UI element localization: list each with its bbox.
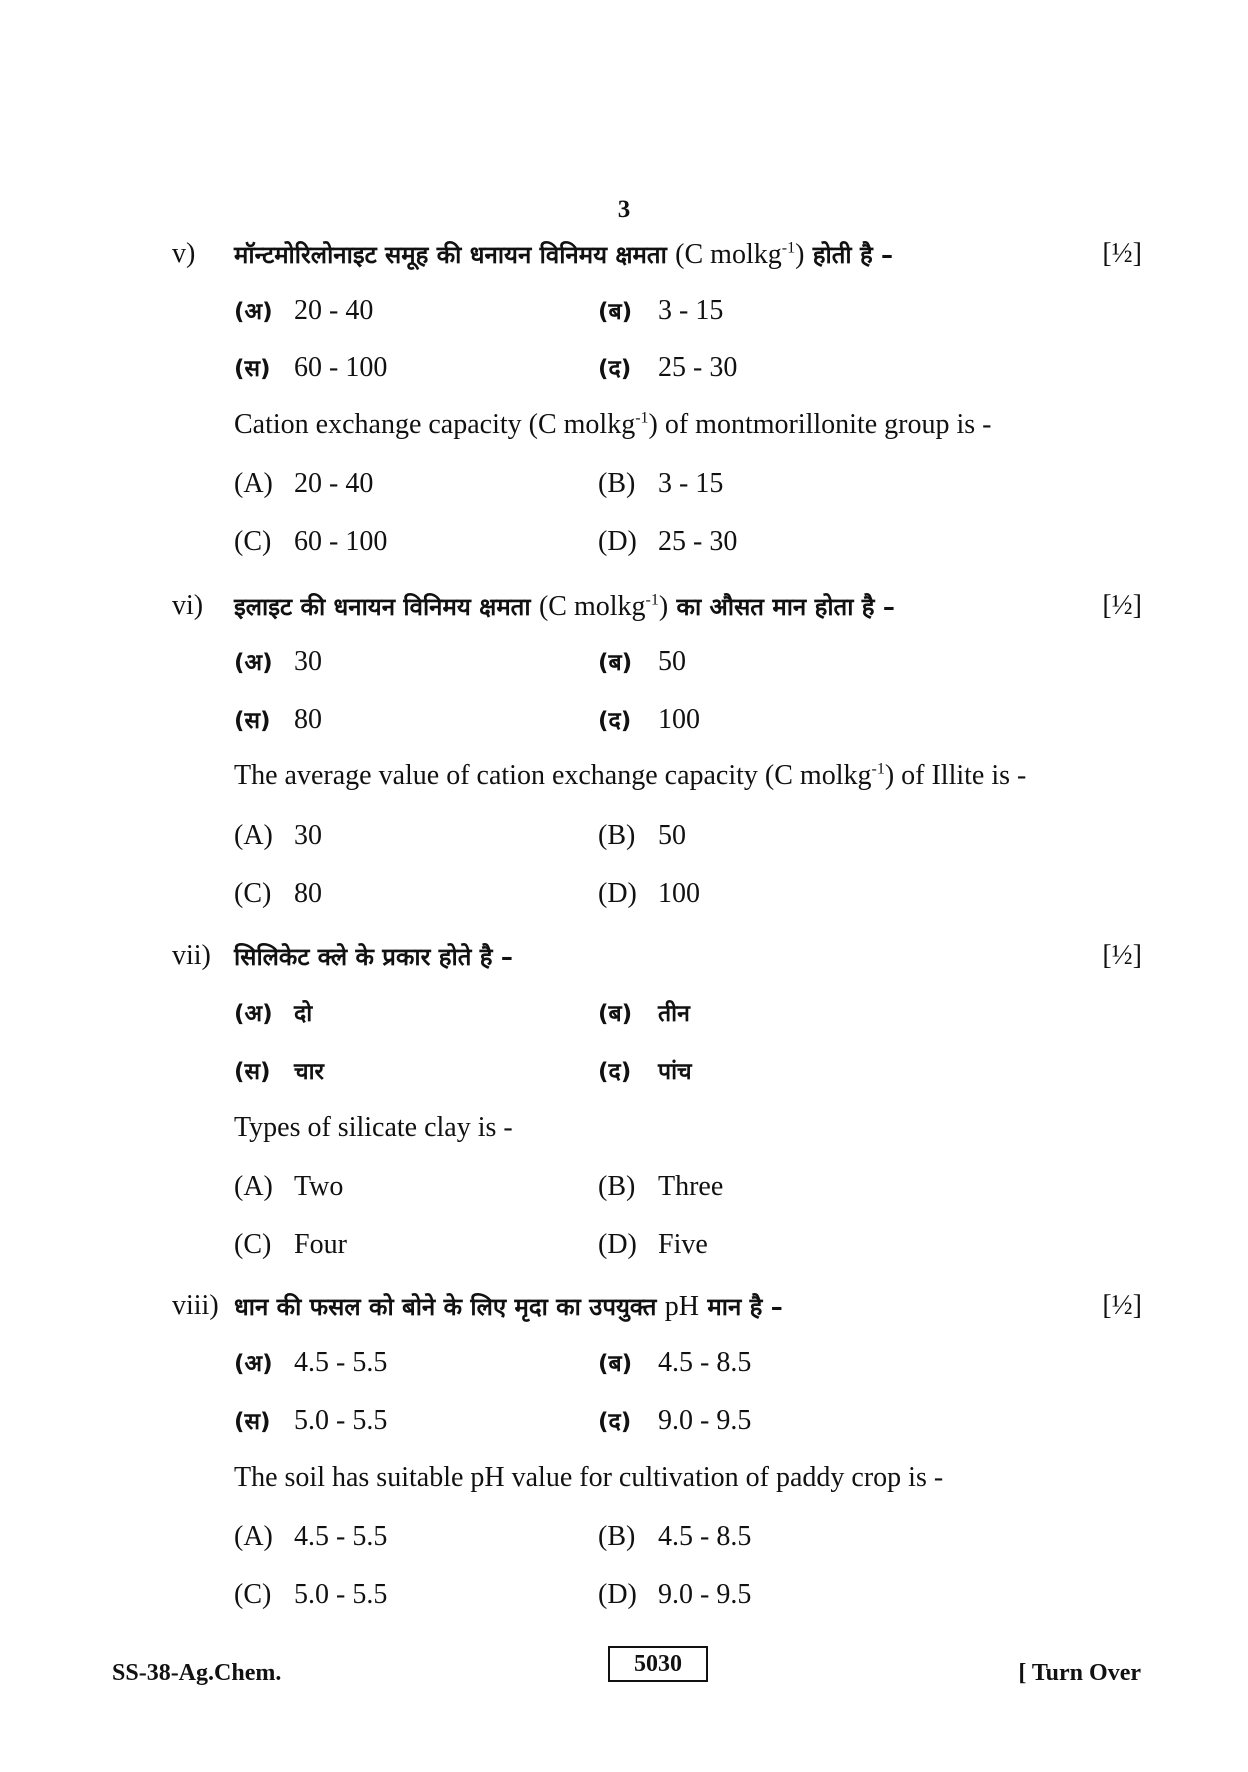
option-hi-d: (द) 25 - 30 [598, 352, 738, 383]
option-en-a: (A) 20 - 40 [234, 468, 374, 499]
option-en-b: (B) Three [598, 1171, 724, 1202]
question-text-hindi: धान की फसल को बोने के लिए मृदा का उपयुक्त pH मान है – [234, 1291, 783, 1322]
question-text-english: The average value of cation exchange capacity (C molkg$^{-1}$) of Illite is - [234, 760, 1027, 791]
option-hi-a: (अ) 4.5 - 5.5 [234, 1347, 388, 1378]
question-text-hindi: इलाइट की धनायन विनिमय क्षमता (C molkg$^{-1}$) का औसत मान होता है – [234, 591, 895, 622]
page-number: 3 [617, 196, 631, 223]
option-hi-b: (ब) 4.5 - 8.5 [598, 1347, 752, 1378]
option-hi-d: (द) 9.0 - 9.5 [598, 1405, 752, 1436]
option-hi-a: (अ) 30 [234, 646, 322, 677]
option-hi-b: (ब) 50 [598, 646, 686, 677]
question-vii [172, 940, 1142, 998]
option-en-c: (C) 5.0 - 5.5 [234, 1579, 388, 1610]
question-text-english: The soil has suitable pH value for cultivation of paddy crop is - [234, 1462, 944, 1493]
option-en-d: (D) 9.0 - 9.5 [598, 1579, 752, 1610]
question-vi [172, 590, 1142, 648]
option-en-c: (C) 80 [234, 878, 322, 909]
marks: [½] [1102, 238, 1142, 269]
option-en-a: (A) 4.5 - 5.5 [234, 1521, 388, 1552]
option-en-b: (B) 4.5 - 8.5 [598, 1521, 752, 1552]
marks: [½] [1102, 1290, 1142, 1321]
option-en-b: (B) 50 [598, 820, 686, 851]
question-viii [172, 1290, 1142, 1348]
option-hi-b: (ब) तीन [598, 1001, 690, 1027]
option-hi-c: (स) 60 - 100 [234, 352, 388, 383]
option-en-d: (D) Five [598, 1229, 708, 1260]
question-number: v) [172, 238, 196, 269]
option-hi-b: (ब) 3 - 15 [598, 295, 724, 326]
option-en-a: (A) Two [234, 1171, 344, 1202]
option-en-a: (A) 30 [234, 820, 322, 851]
option-hi-c: (स) चार [234, 1059, 324, 1085]
option-en-d: (D) 100 [598, 878, 700, 909]
question-number: vii) [172, 940, 211, 971]
question-text-english: Cation exchange capacity (C molkg$^{-1}$) of montmorillonite group is - [234, 409, 992, 440]
question-v [172, 238, 1142, 296]
question-number: viii) [172, 1290, 219, 1321]
question-number: vi) [172, 590, 204, 621]
question-text-english: Types of silicate clay is - [234, 1112, 513, 1143]
booklet-code-box: 5030 [608, 1646, 708, 1682]
option-hi-a: (अ) 20 - 40 [234, 295, 374, 326]
option-en-b: (B) 3 - 15 [598, 468, 724, 499]
option-en-c: (C) Four [234, 1229, 347, 1260]
option-hi-a: (अ) दो [234, 1001, 313, 1027]
marks: [½] [1102, 940, 1142, 971]
option-hi-c: (स) 80 [234, 704, 322, 735]
option-en-d: (D) 25 - 30 [598, 526, 738, 557]
option-hi-c: (स) 5.0 - 5.5 [234, 1405, 388, 1436]
question-text-hindi: सिलिकेट क्ले के प्रकार होते है – [234, 943, 513, 971]
option-en-c: (C) 60 - 100 [234, 526, 388, 557]
option-hi-d: (द) पांच [598, 1059, 692, 1085]
marks: [½] [1102, 590, 1142, 621]
option-hi-d: (द) 100 [598, 704, 700, 735]
question-text-hindi: मॉन्टमोरिलोनाइट समूह की धनायन विनिमय क्षमता (C molkg$^{-1}$) होती है – [234, 239, 894, 270]
paper-code: SS-38-Ag.Chem. [112, 1660, 282, 1686]
turn-over-note: [ Turn Over [1018, 1660, 1141, 1686]
